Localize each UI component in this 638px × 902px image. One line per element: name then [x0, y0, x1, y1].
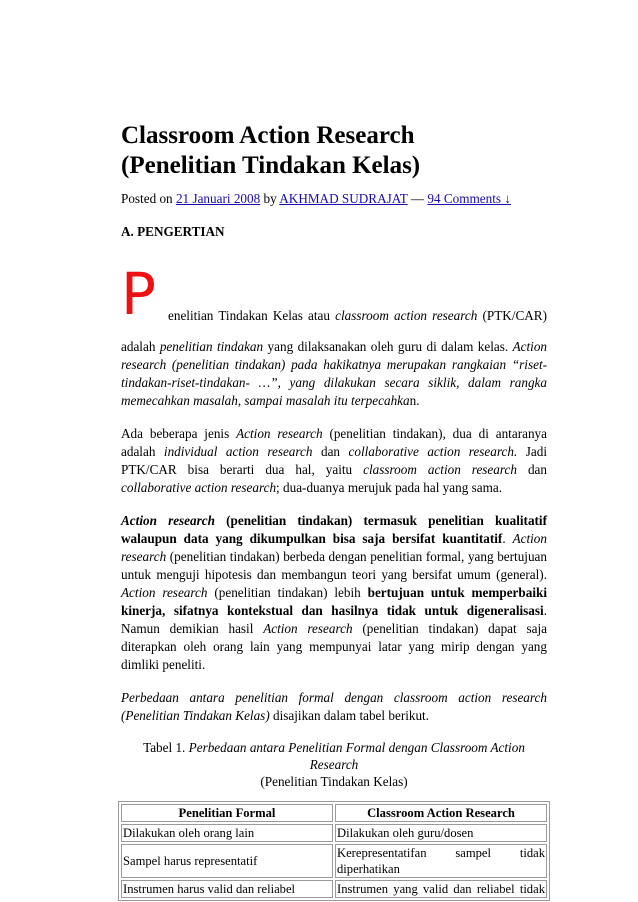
text-run-bold-italic: Action research — [121, 513, 215, 528]
paragraph-3 — [121, 512, 547, 674]
column-header: Classroom Action Research — [335, 804, 547, 822]
table-cell: Dilakukan oleh orang lain — [121, 824, 333, 842]
text-run-italic: penelitian tindakan — [159, 339, 264, 354]
text-run-italic: classroom action research — [363, 462, 517, 477]
caption-subtitle: (Penelitian Tindakan Kelas) — [260, 774, 408, 789]
by-label: by — [263, 191, 277, 206]
text-run: . — [502, 531, 513, 546]
table-cell: Instrumen harus valid dan reliabel — [121, 880, 333, 898]
caption-prefix: Tabel 1. — [143, 740, 189, 755]
text-run: adalah — [121, 339, 160, 354]
text-run: (penelitian tindakan) lebih — [207, 585, 368, 600]
column-header: Penelitian Formal — [121, 804, 333, 822]
text-run-italic: individual action research — [163, 444, 313, 459]
text-run: enelitian Tindakan Kelas atau — [168, 308, 336, 323]
text-run-italic: Perbedaan antara penelitian formal dengan classroom action research (Penelitian Tindakan Kelas) — [121, 690, 547, 723]
dropcap-line — [168, 307, 547, 324]
text-run-italic: collaborative action research. — [348, 444, 518, 459]
text-run: (penelitian tindakan), dua di antaranya adalah — [121, 426, 547, 459]
text-run: ; dua-duanya merujuk pada hal yang sama. — [276, 480, 502, 495]
text-run-italic: classroom action research — [335, 308, 478, 323]
posted-on-label: Posted on — [121, 191, 173, 206]
text-run: (penelitian tindakan) dapat saja diterapkan oleh orang lain yang mempunyai latar yang mirip dengan yang dimliki peneliti. — [121, 621, 547, 672]
text-run-italic: collaborative action research — [121, 480, 277, 495]
text-run: disajikan dalam tabel berikut. — [269, 708, 430, 723]
text-run-italic: Action research — [236, 426, 323, 441]
text-run: (penelitian tindakan) berbeda dengan penelitian formal, yang bertujuan untuk menguji hipotesis dan membangun teori yang bersifat umum (general). — [121, 549, 547, 582]
table-cell: Dilakukan oleh guru/dosen — [335, 824, 547, 842]
paragraph-4 — [121, 689, 547, 725]
text-run: . Namun demikian hasil — [121, 603, 547, 636]
section-heading: A. PENGERTIAN — [121, 224, 225, 239]
table-cell: Sampel harus representatif — [121, 844, 333, 878]
cell-line: Kerepresentatifan sampel tidak — [337, 846, 545, 860]
table-row — [121, 880, 547, 898]
table-cell — [335, 844, 547, 878]
comments-link[interactable]: 94 Comments ↓ — [427, 191, 511, 206]
text-run: (PTK/CAR) — [477, 308, 547, 323]
title-line-2: (Penelitian Tindakan Kelas) — [121, 152, 421, 179]
table-row — [121, 824, 547, 842]
text-run: Ada beberapa jenis — [121, 426, 237, 441]
dropcap-letter: P — [121, 260, 156, 328]
title-line-1: Classroom Action Research — [121, 122, 415, 149]
text-run: dan — [516, 462, 548, 477]
paragraph-1 — [121, 338, 547, 410]
table-header-row — [121, 804, 547, 822]
page-title — [121, 121, 547, 181]
caption-title: Perbedaan antara Penelitian Formal dengan Classroom Action Research — [188, 740, 525, 772]
article — [121, 121, 547, 901]
paragraph-2 — [121, 425, 547, 497]
text-run: dan — [312, 444, 349, 459]
text-run-bold: (penelitian tindakan) termasuk penelitian kualitatif walaupun data yang dikumpulkan bisa saja bersifat kuantitatif — [121, 513, 547, 546]
text-run-italic: Action research — [121, 585, 208, 600]
text-run-italic: Action research (penelitian tindakan) pada hakikatnya merupakan rangkaian “riset-tindakan-riset-tindakan- …”, yang dilakukan secara siklik, dalam rangka memecahkan masalah, sampai masalah itu terpecahka — [121, 339, 548, 408]
text-run: Jadi PTK/CAR bisa berarti dua hal, yaitu — [121, 444, 547, 477]
dropcap-paragraph-start — [121, 260, 547, 328]
text-run-italic: Action research — [121, 531, 547, 564]
author-link[interactable]: AKHMAD SUDRAJAT — [279, 191, 408, 206]
text-run-bold: bertujuan untuk memperbaiki kinerja, sifatnya kontekstual dan hasilnya tidak untuk digeneralisasi — [121, 585, 547, 618]
text-run: n. — [409, 393, 420, 408]
table-cell: Instrumen yang valid dan reliabel tidak — [337, 882, 545, 896]
table-row — [121, 844, 547, 878]
table-caption — [121, 739, 547, 790]
text-run-italic: Action research — [263, 621, 353, 636]
text-run: yang dilaksanakan oleh guru di dalam kelas. — [263, 339, 513, 354]
cell-line: diperhatikan — [337, 862, 400, 876]
comparison-table — [118, 801, 550, 901]
date-link[interactable]: 21 Januari 2008 — [175, 191, 261, 206]
post-meta — [121, 190, 547, 207]
meta-dash: — — [410, 191, 425, 206]
